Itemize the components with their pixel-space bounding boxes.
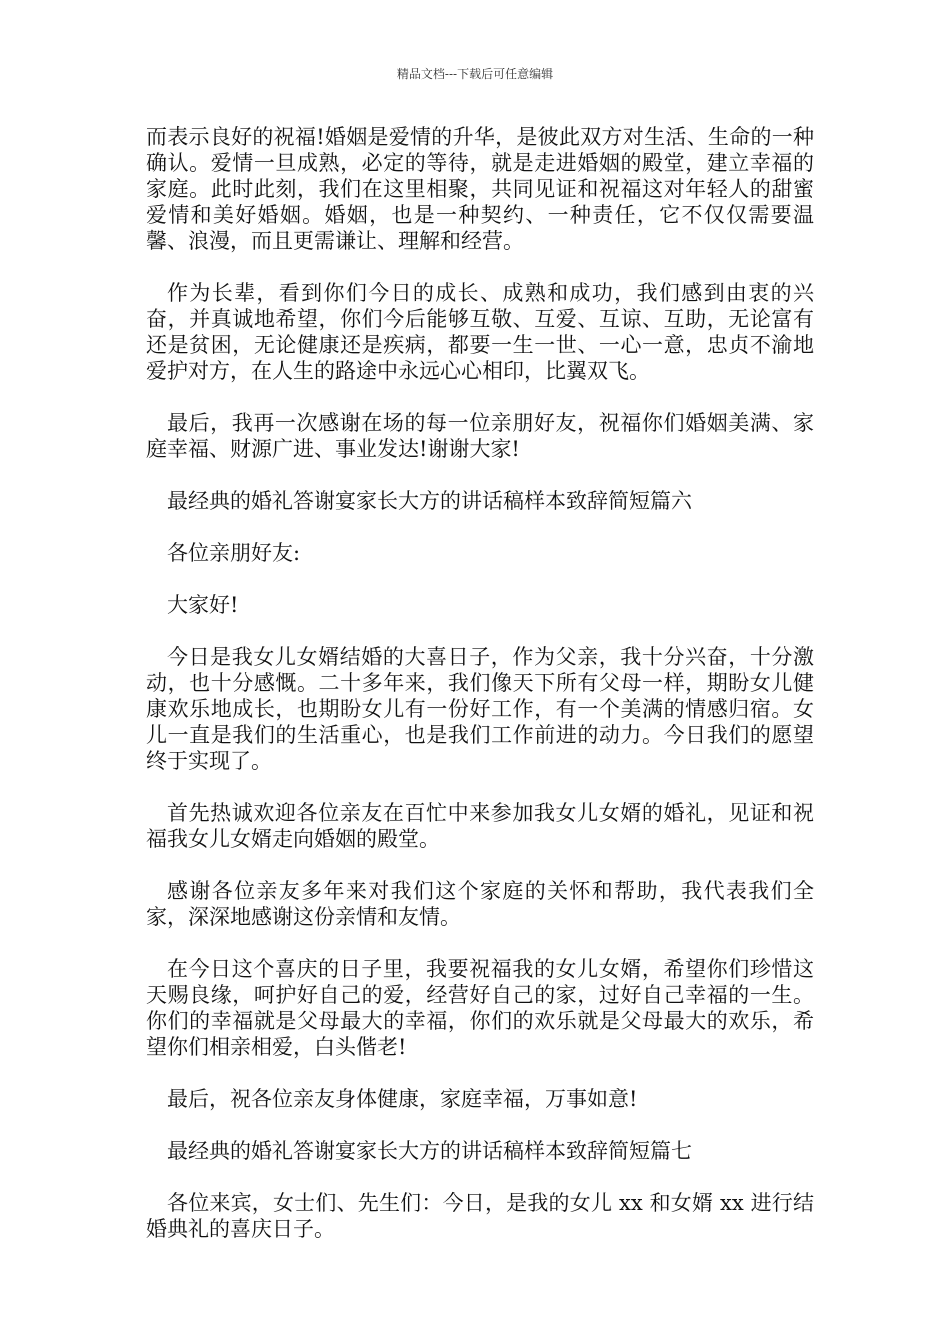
paragraph-elder-wishes: 作为长辈，看到你们今日的成长、成熟和成功，我们感到由衷的兴奋，并真诚地希望，你们今后能够互敬、互爱、互谅、互助，无论富有还是贫困，无论健康还是疾病，都要一生一世、一心一意，忠贞不渝地爱护对方，在人生的路途中永远心心相印，比翼双飞。 — [146, 281, 814, 383]
salutation-friends: 各位亲朋好友: — [167, 541, 301, 565]
paragraph-continuation: 而表示良好的祝福!婚姻是爱情的升华，是彼此双方对生活、生命的一种确认。爱情一旦成熟，必定的等待，就是走进婚姻的殿堂，建立幸福的家庭。此时此刻，我们在这里相聚，共同见证和祝福这对年轻人的甜蜜爱情和美好婚姻。婚姻，也是一种契约、一种责任，它不仅仅需要温馨、浪漫，而且更需谦让、理解和经营。 — [146, 125, 814, 253]
paragraph-opening-seven: 各位来宾，女士们、先生们：今日，是我的女儿 xx 和女婿 xx 进行结婚典礼的喜庆日子。 — [146, 1191, 814, 1241]
document-body — [146, 124, 814, 1268]
paragraph-final-wishes: 最后，祝各位亲友身体健康，家庭幸福，万事如意! — [167, 1087, 638, 1111]
paragraph-blessing: 在今日这个喜庆的日子里，我要祝福我的女儿女婿，希望你们珍惜这天赐良缘，呵护好自己的爱，经营好自己的家，过好自己幸福的一生。你们的幸福就是父母最大的幸福，你们的欢乐就是父母最大的欢乐，希望你们相亲相爱，白头偕老! — [146, 957, 814, 1059]
paragraph-thanks-family: 感谢各位亲友多年来对我们这个家庭的关怀和帮助，我代表我们全家，深深地感谢这份亲情和友情。 — [146, 879, 814, 929]
paragraph-father-speech: 今日是我女儿女婿结婚的大喜日子，作为父亲，我十分兴奋，十分激动，也十分感慨。二十多年来，我们像天下所有父母一样，期盼女儿健康欢乐地成长，也期盼女儿有一份好工作，有一个美满的情感归宿。女儿一直是我们的生活重心，也是我们工作前进的动力。今日我们的愿望终于实现了。 — [146, 645, 814, 773]
paragraph-welcome: 首先热诚欢迎各位亲友在百忙中来参加我女儿女婿的婚礼，见证和祝福我女儿女婿走向婚姻的殿堂。 — [146, 801, 814, 851]
greeting: 大家好! — [167, 593, 239, 617]
page-header: 精品文档---下载后可任意编辑 — [396, 67, 554, 81]
section-title-six: 最经典的婚礼答谢宴家长大方的讲话稿样本致辞简短篇六 — [167, 489, 692, 513]
section-title-seven: 最经典的婚礼答谢宴家长大方的讲话稿样本致辞简短篇七 — [167, 1139, 692, 1163]
paragraph-closing-thanks: 最后，我再一次感谢在场的每一位亲朋好友，祝福你们婚姻美满、家庭幸福、财源广进、事业发达!谢谢大家! — [146, 411, 814, 461]
